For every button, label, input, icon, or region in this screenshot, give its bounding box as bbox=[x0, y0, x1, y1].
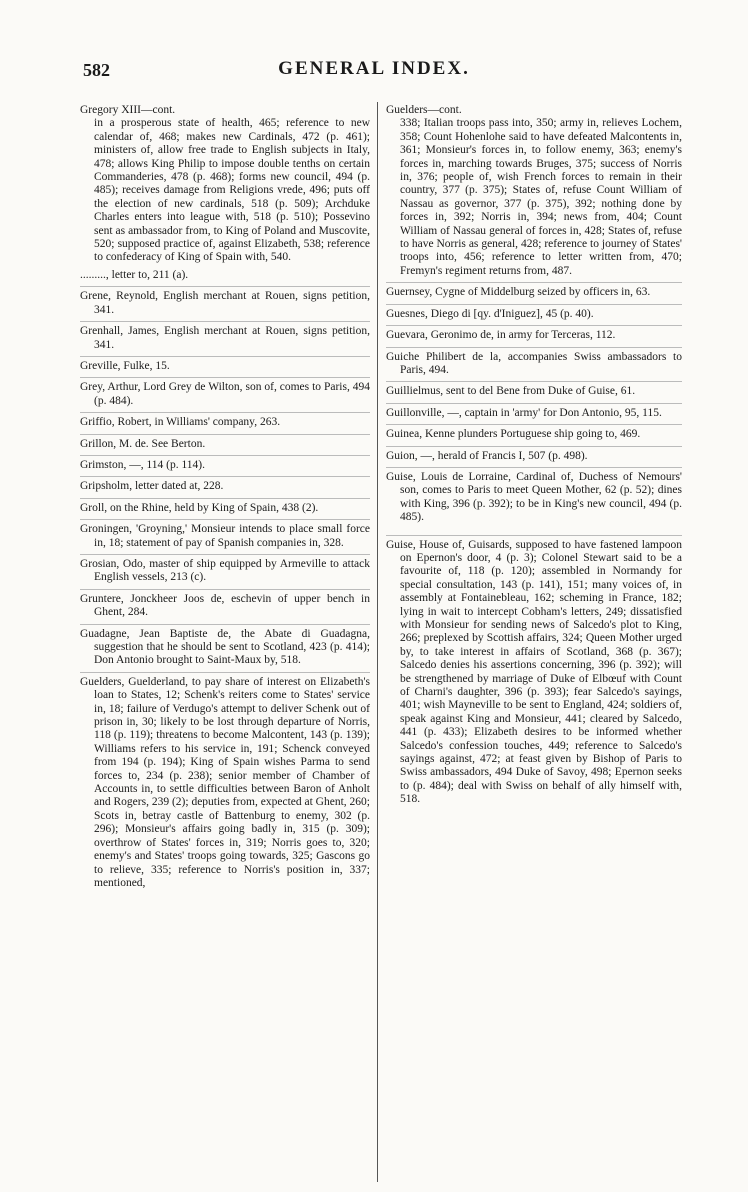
entry-heading: Gruntere, Jonckheer Joos de, eschevin of upper bench in Ghent, 284. bbox=[80, 592, 370, 619]
index-entry bbox=[80, 498, 370, 515]
entry-heading: Grey, Arthur, Lord Grey de Wilton, son of, comes to Paris, 494 (p. 484). bbox=[80, 381, 370, 407]
entry-heading: Guise, Louis de Lorraine, Cardinal of, Duchess of Nemours' son, comes to Paris to meet Queen Mother, 62 (p. 52); dines with King, 396 (p. 392); to be in King's new council, 494 (p. 485). bbox=[386, 470, 682, 524]
column-divider bbox=[377, 102, 378, 1182]
entry-heading: Guelders, Guelderland, to pay share of interest on Elizabeth's loan to States, 12; Schenk's reiters come to States' service in, 18; failure of Verdugo's attempt to deliver Schenk out of prison in, 30; likely to be lost through departure of Norris, 118 (p. 119); threatens to become Malcontent, 143 (p. 139); Williams refers to his service in, 191; Schenck conveyed from 194 (p. 194); King of Spain wishes Parma to send forces to, 234 (p. 238); senior member of Chamber of Accounts in, to settle difficulties between Baron of Anholt and Rogers, 239 (2); deputies from, expected at Ghent, 260; Scots in, betray castle of Battenburg to enemy, 302 (p. 296); Monsieur's affairs going badly in, 315 (p. 309); overthrow of States' forces in, 319; Norris goes to, 320; enemy's and States' troops going towards, 325; Gascons go to relieve, 335; reference to Norris's position in, 337; mentioned, bbox=[80, 675, 370, 889]
index-entry bbox=[80, 672, 370, 891]
entry-heading: Guadagne, Jean Baptiste de, the Abate di Guadagna, suggestion that he should be sent to Scotland, 423 (p. 414); Don Antonio brought to Saint-Maux by, 518. bbox=[80, 627, 370, 667]
index-entry bbox=[80, 412, 370, 429]
entry-heading: Guiche Philibert de la, accompanies Swiss ambassadors to Paris, 494. bbox=[386, 350, 682, 376]
entry-heading: Grosian, Odo, master of ship equipped by Armeville to attack English vessels, 213 (c). bbox=[80, 557, 370, 584]
entry-heading: Guelders—cont. bbox=[386, 104, 462, 116]
entry-heading: Grene, Reynold, English merchant at Rouen, signs petition, 341. bbox=[80, 290, 370, 316]
entry-heading: Guion, —, herald of Francis I, 507 (p. 498). bbox=[386, 449, 588, 462]
entry-heading: Guinea, Kenne plunders Portuguese ship going to, 469. bbox=[386, 428, 641, 441]
entry-heading: Guillonville, —, captain in 'army' for Don Antonio, 95, 115. bbox=[386, 406, 662, 419]
index-entry bbox=[386, 325, 682, 342]
entry-heading: Guillielmus, sent to del Bene from Duke of Guise, 61. bbox=[386, 385, 636, 398]
entry-body: 338; Italian troops pass into, 350; army in, relieves Lochem, 358; Count Hohenlohe said to have defeated Malcontents in, 361; Monsieur's forces in, to follow enemy, 363; enemy's forces in, marching towards Bruges, 375; success of Norris in, 376; people of, wish French forces to remain in their country, 377 (p. 375); States of, refuse Count William of Nassau as governor, 377 (p. 375), 392; nothing done by forces in, 392; Norris in, 394; news from, 404; Count William of Nassau general of forces in, 428; States of, refuse to have Norris as general, 428; reference to journey of States' troops into, 456; reference to letter written from, 470; Fremyn's regiment returns from, 487. bbox=[400, 117, 682, 277]
entry-heading: Guernsey, Cygne of Middelburg seized by officers in, 63. bbox=[386, 286, 651, 299]
index-entry bbox=[80, 321, 370, 352]
entry-heading: Greville, Fulke, 15. bbox=[80, 359, 170, 372]
index-entry bbox=[386, 304, 682, 321]
index-entry bbox=[80, 104, 370, 265]
index-entry bbox=[80, 589, 370, 620]
index-entry bbox=[386, 467, 682, 525]
index-entry bbox=[80, 269, 370, 282]
entry-heading: Groll, on the Rhine, held by King of Spain, 438 (2). bbox=[80, 501, 319, 514]
entry-heading: Grenhall, James, English merchant at Rouen, signs petition, 341. bbox=[80, 325, 370, 351]
left-column bbox=[80, 104, 370, 894]
entry-body: in a prosperous state of health, 465; reference to new calendar of, 468; makes new Cardinals, 472 (p. 461); ministers of, allow free trade to English subjects in Italy, 478; allows King Philip to impose double tenths on certain Commanderies, 478 (p. 468); forms new council, 494 (p. 485); receives damage from Religions vrede, 496; puts off the election of new cardinals, 518 (p. 509); Archduke Charles enters into league with, 518 (p. 510); Possevino sent as ambassador from, to King of Poland and Muscovite, 520; supposed practice of, against Elizabeth, 538; reference to confederacy of King of Spain with, 540. bbox=[94, 117, 370, 264]
index-entry bbox=[80, 377, 370, 408]
index-entry bbox=[80, 519, 370, 550]
entry-heading: Guise, House of, Guisards, supposed to have fastened lampoon on Epernon's door, 4 (p. 3); Colonel Stewart said to be a favourite of, 118 (p. 120); assembled in Normandy for special consultation, 143 (p. 141), 151; many voices of, in assembly at Fontainebleau, 162; scheming in France, 182; lying in wait to intercept Cobham's letters, 249; dissatisfied with Monsieur for sending news of Salcedo's plot to King, 266; preplexed by Scottish affairs, 324; Queen Mother urged by, to take interest in affairs of Scotland, 368 (p. 367); Salcedo denies his assertions concerning, 396 (p. 392); will be strengthened by marriage of Duke of Elbœuf with Count of Charni's daughter, 396 (p. 393); fear Salcedo's sayings, 401; wish Mayneville to be sent to England, 424; soldiers of, speak against King and Monsieur, 441; cleared by Salcedo, 441 (p. 433); Elizabeth desires to be informed whether Salcedo's confession touches, 449; reference to Salcedo's sayings against, 472; at feast given by Bishop of Paris to Swiss ambassadors, 494 Duke of Savoy, 498; Epernon seeks to (p. 484); deal with Swiss on behalf of ally himself with, 518. bbox=[386, 538, 682, 806]
entry-heading: Guesnes, Diego di [qy. d'Iniguez], 45 (p. 40). bbox=[386, 307, 594, 320]
index-entry bbox=[80, 476, 370, 493]
page-number: 582 bbox=[83, 60, 110, 80]
index-entry bbox=[386, 535, 682, 807]
entry-heading: Grimston, —, 114 (p. 114). bbox=[80, 458, 206, 471]
index-entry bbox=[80, 624, 370, 668]
right-column bbox=[386, 104, 682, 811]
index-entry bbox=[386, 424, 682, 441]
entry-heading: Groningen, 'Groyning,' Monsieur intends to place small force in, 18; statement of pay of Spanish companies in, 328. bbox=[80, 523, 370, 549]
running-head: GENERAL INDEX. bbox=[278, 58, 470, 79]
index-entry bbox=[386, 282, 682, 299]
entry-heading: Gripsholm, letter dated at, 228. bbox=[80, 480, 224, 493]
index-entry bbox=[386, 446, 682, 463]
index-entry bbox=[386, 381, 682, 398]
index-entry bbox=[80, 455, 370, 472]
index-entry bbox=[80, 434, 370, 451]
entry-heading: Griffio, Robert, in Williams' company, 263. bbox=[80, 416, 281, 429]
entry-heading: Grillon, M. de. See Berton. bbox=[80, 437, 206, 450]
index-entry bbox=[80, 356, 370, 373]
entry-heading: Gregory XIII—cont. bbox=[80, 104, 176, 116]
index-entry bbox=[80, 554, 370, 585]
index-entry bbox=[386, 347, 682, 378]
index-entry bbox=[80, 286, 370, 317]
index-entry bbox=[386, 104, 682, 278]
entry-heading: ........., letter to, 211 (a). bbox=[80, 268, 189, 281]
entry-heading: Guevara, Geronimo de, in army for Terceras, 112. bbox=[386, 329, 616, 342]
index-entry bbox=[386, 403, 682, 420]
